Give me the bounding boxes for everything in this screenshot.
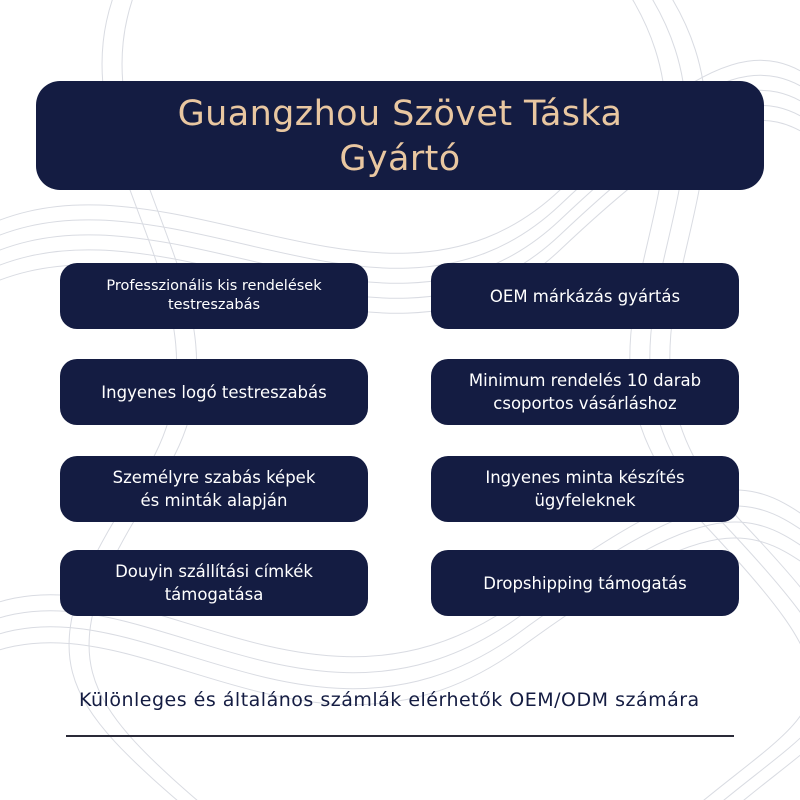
- feature-label: OEM márkázás gyártás: [489, 286, 681, 306]
- feature-label: Dropshipping támogatás: [483, 573, 687, 593]
- feature-card-free-sample: [431, 456, 739, 522]
- feature-label: Minimum rendelés 10 darab csoportos vásárláshoz: [468, 371, 702, 413]
- feature-label: Személyre szabás képek és minták alapján: [112, 468, 316, 510]
- title-line-1: Guangzhou Szövet Táska: [177, 93, 623, 134]
- feature-card-douyin-labels: [60, 550, 368, 616]
- title-banner: [36, 81, 764, 190]
- feature-label: Ingyenes logó testreszabás: [101, 382, 327, 402]
- feature-label: Professzionális kis rendelések testreszabás: [106, 278, 322, 313]
- feature-label: Douyin szállítási címkék támogatása: [115, 562, 313, 604]
- title-line-2: Gyártó: [339, 138, 461, 179]
- feature-card-oem-branding: [431, 263, 739, 329]
- feature-card-customization: [60, 456, 368, 522]
- footer-divider: [66, 735, 734, 737]
- feature-card-dropshipping: [431, 550, 739, 616]
- feature-label: Ingyenes minta készítés ügyfeleknek: [485, 468, 685, 510]
- feature-card-minimum-order: [431, 359, 739, 425]
- feature-card-free-logo: [60, 359, 368, 425]
- invoice-note: Különleges és általános számlák elérhetők OEM/ODM számára: [79, 689, 700, 711]
- feature-card-small-orders: [60, 263, 368, 329]
